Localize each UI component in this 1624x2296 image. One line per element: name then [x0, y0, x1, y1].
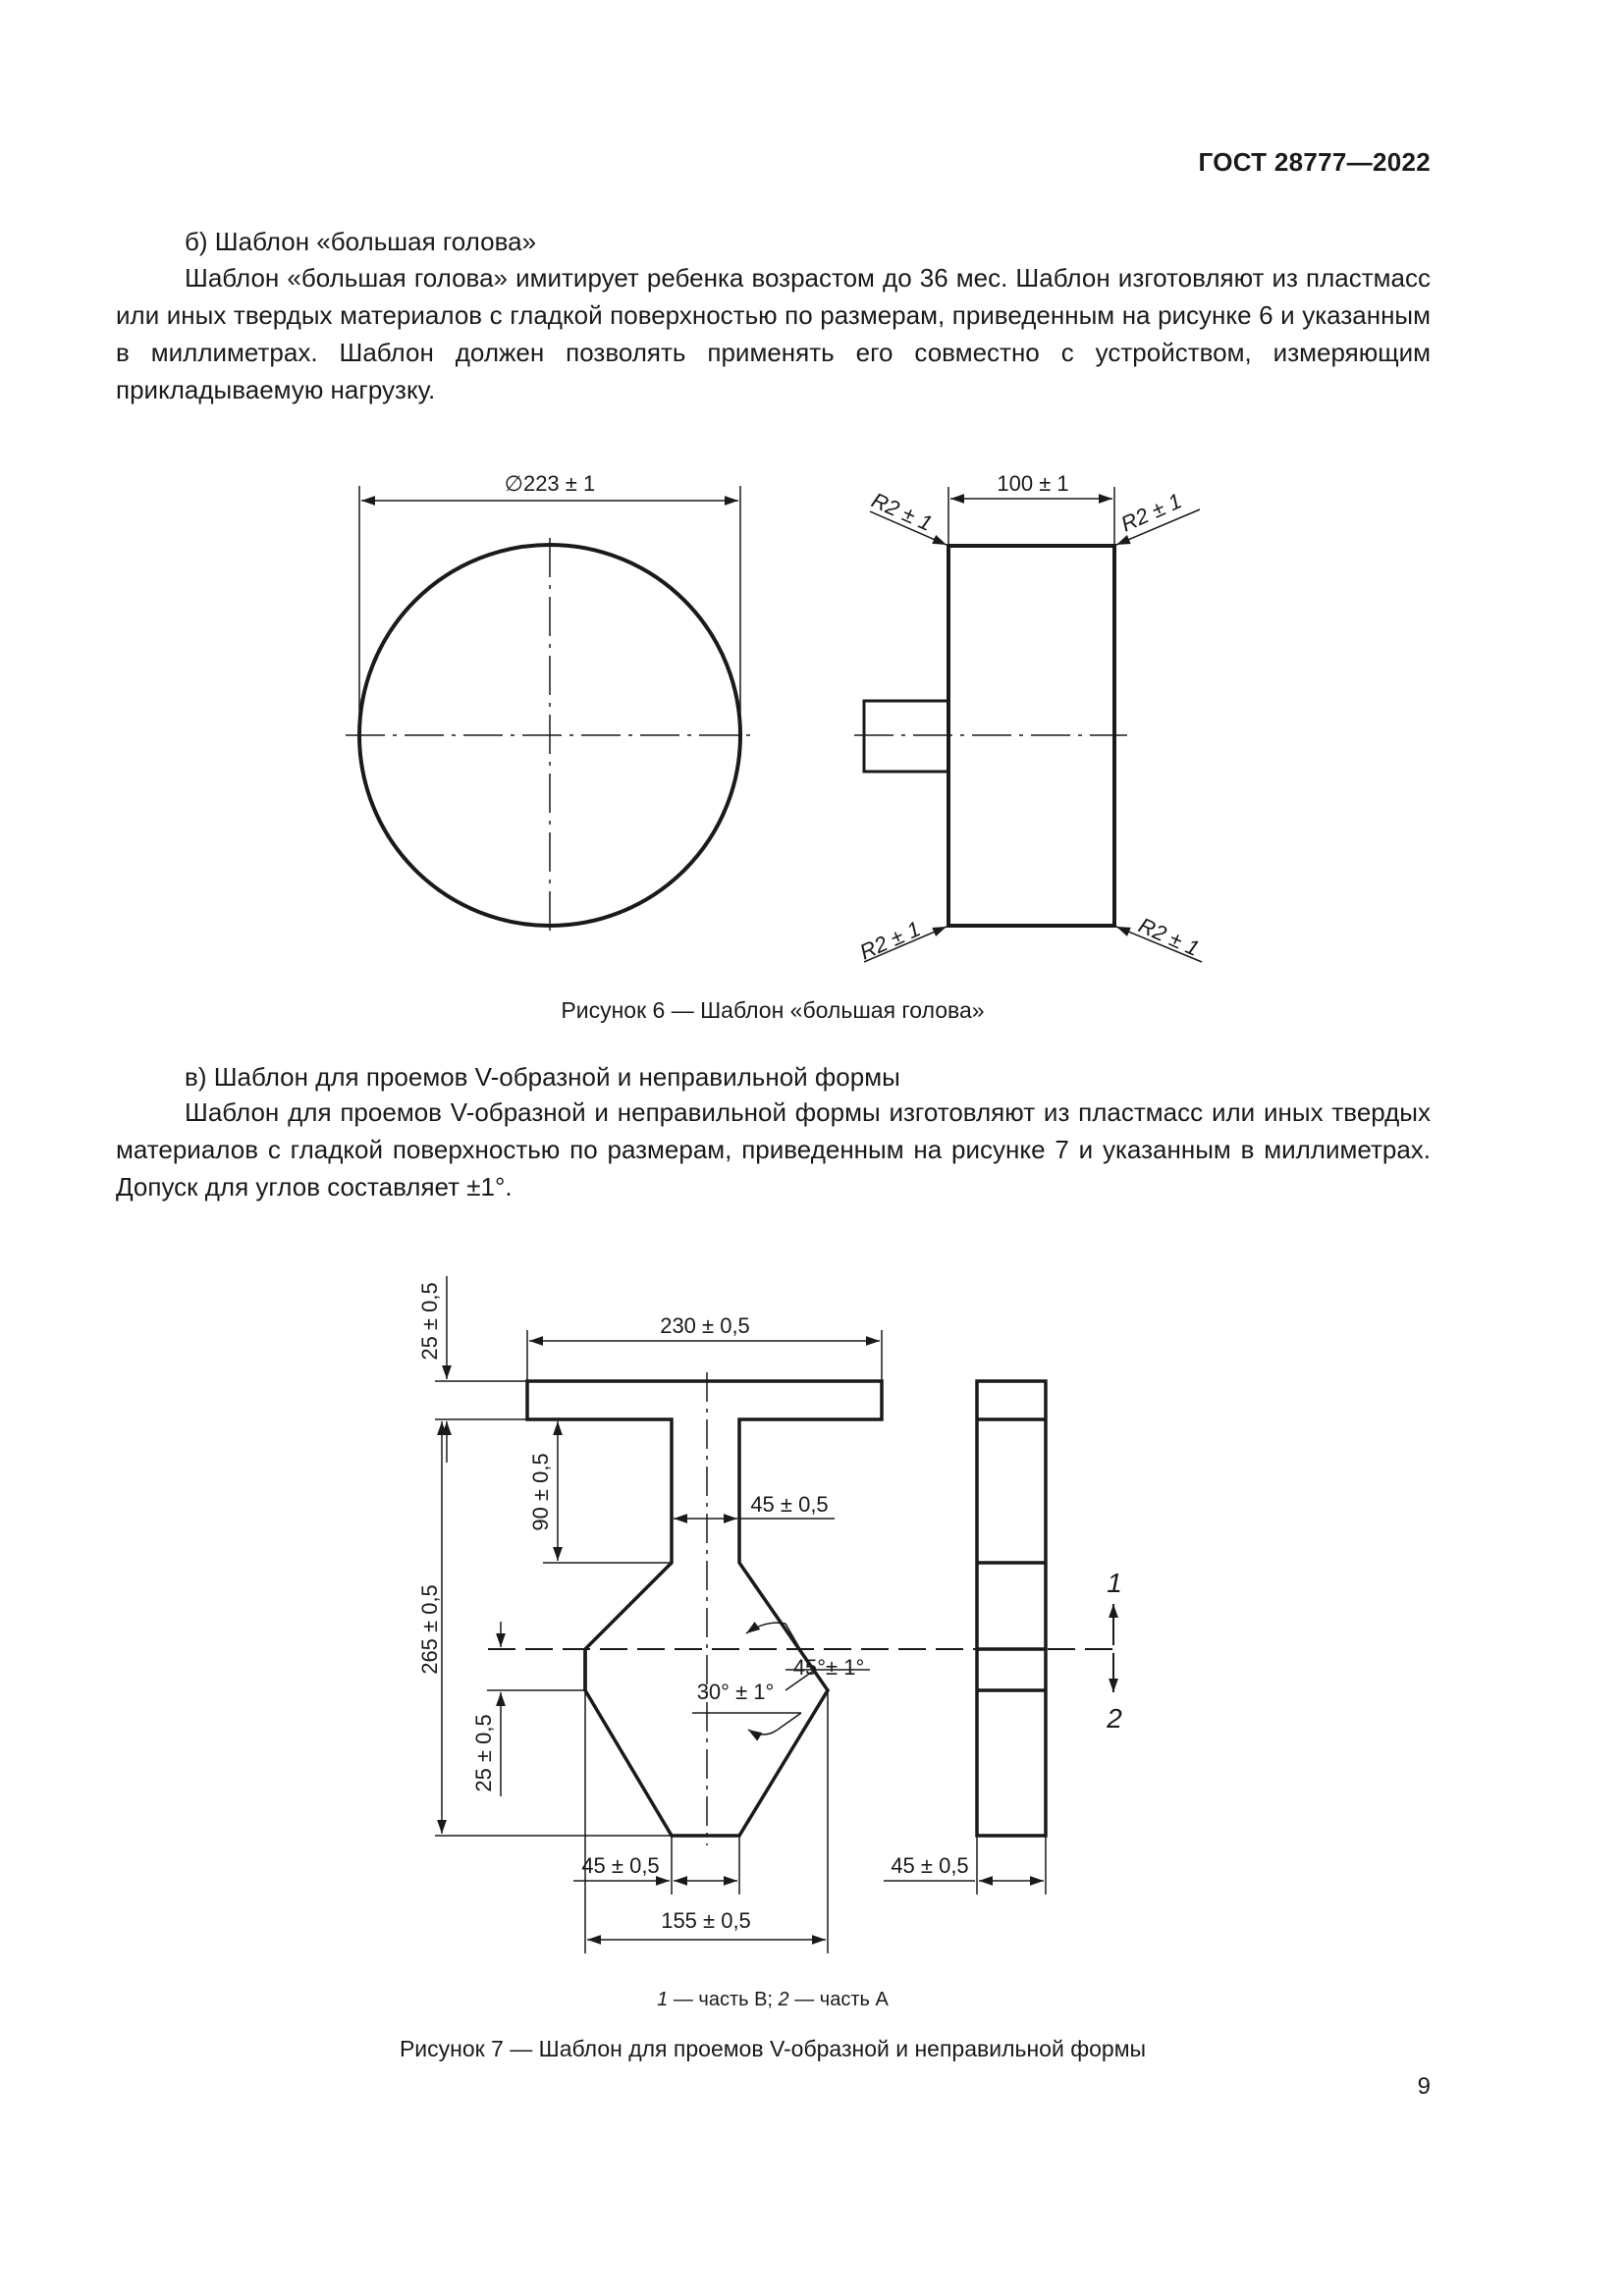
standard-number: ГОСТ 28777—2022 [1198, 147, 1431, 177]
section-b-text: Шаблон «большая голова» имитирует ребенка возрастом до 36 мес. Шаблон изготовляют из пластмасс или иных твердых материалов с гладкой поверхностью по размерам, приведенным на рисунке 6 и указанным в миллиметрах. Шаблон должен позволять применять его совместно с устройством, измеряющим прикладываемую нагрузку. [116, 263, 1431, 404]
angle-45-label: 45°± 1° [792, 1655, 865, 1680]
part-marker-1: 1 [1107, 1568, 1122, 1598]
top-width-label: 230 ± 0,5 [660, 1313, 750, 1338]
bottom-width-label: 45 ± 0,5 [581, 1853, 660, 1878]
radius-label-tl: R2 ± 1 [867, 487, 937, 536]
overall-width-label: 155 ± 0,5 [661, 1908, 751, 1933]
diameter-label: ∅223 ± 1 [504, 471, 596, 496]
width-label: 100 ± 1 [997, 471, 1069, 496]
section-v-text: Шаблон для проемов V-образной и неправильной формы изготовляют из пластмасс или иных твердых материалов с гладкой поверхностью по размерам, приведенным на рисунке 7 и указанным в миллиметрах. Допуск для углов составляет ±1°. [116, 1097, 1431, 1201]
v-template-front [527, 1381, 882, 1836]
section-b-title: б) Шаблон «большая голова» [185, 227, 537, 256]
top-thickness-label: 25 ± 0,5 [417, 1282, 442, 1361]
section-v-title: в) Шаблон для проемов V-образной и неправильной формы [185, 1062, 900, 1092]
radius-label-bl: R2 ± 1 [855, 916, 925, 965]
side-thickness-label: 45 ± 0,5 [891, 1853, 969, 1878]
lower-offset-label: 25 ± 0,5 [471, 1714, 496, 1792]
radius-label-tr: R2 ± 1 [1116, 488, 1186, 537]
figure-7-caption: Рисунок 7 — Шаблон для проемов V-образной и неправильной формы [399, 2036, 1147, 2061]
head-side-peg [864, 701, 948, 772]
neck-width-label: 45 ± 0,5 [750, 1492, 829, 1517]
figure-7-legend: 1 — часть В; 2 — часть А [657, 1989, 889, 2010]
radius-label-br: R2 ± 1 [1134, 912, 1204, 961]
angle-30-label: 30° ± 1° [696, 1680, 775, 1704]
part-marker-2: 2 [1107, 1703, 1122, 1734]
page-number: 9 [1417, 2073, 1431, 2100]
neck-height-label: 90 ± 0,5 [528, 1453, 553, 1531]
figure-6-caption: Рисунок 6 — Шаблон «большая голова» [561, 997, 985, 1023]
v-template-side [977, 1381, 1046, 1836]
total-height-label: 265 ± 0,5 [417, 1584, 442, 1675]
